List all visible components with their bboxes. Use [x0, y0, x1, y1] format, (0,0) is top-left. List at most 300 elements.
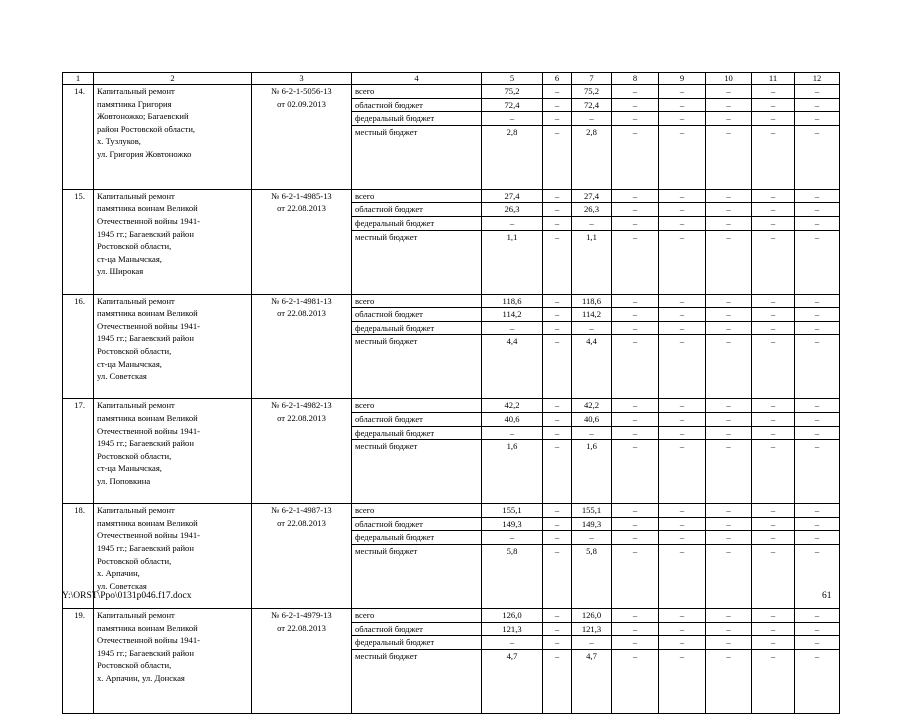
table-row — [63, 189, 840, 203]
table-row — [63, 504, 840, 518]
value-cell: – — [752, 440, 795, 504]
value-cell: 42,2 — [572, 399, 612, 413]
document-ref-line: № 6-2-1-4982-13 — [271, 400, 332, 411]
value-cell: – — [543, 189, 572, 203]
object-name-line: ст-ца Манычская, — [97, 253, 162, 264]
value-cell: – — [706, 608, 752, 622]
object-name-line: Отечественной войны 1941- — [97, 425, 201, 436]
object-name-line: Капитальный ремонт — [97, 190, 175, 201]
value-cell: 26,3 — [572, 203, 612, 217]
value-cell: 126,0 — [572, 608, 612, 622]
value-cell: – — [752, 203, 795, 217]
object-name-line: Ростовской области, — [97, 555, 172, 566]
document-ref-line: № 6-2-1-4987-13 — [271, 505, 332, 516]
document-ref-line: от 22.08.2013 — [277, 412, 326, 423]
value-cell: 72,4 — [482, 98, 543, 112]
value-cell: – — [752, 426, 795, 440]
page-number: 61 — [822, 591, 832, 601]
value-cell: – — [752, 622, 795, 636]
value-cell: – — [612, 230, 659, 294]
value-cell: – — [543, 517, 572, 531]
value-cell: – — [612, 622, 659, 636]
value-cell: 155,1 — [482, 504, 543, 518]
value-cell: – — [795, 517, 840, 531]
value-cell: – — [659, 125, 706, 189]
row-number: 19. — [63, 608, 94, 713]
object-name-line: 1945 гг.; Багаевский район — [97, 647, 194, 658]
value-cell: – — [543, 412, 572, 426]
object-name — [94, 294, 252, 399]
value-cell: – — [659, 335, 706, 399]
value-cell: – — [612, 426, 659, 440]
header-cell: 4 — [352, 73, 482, 85]
table-body — [63, 73, 840, 714]
table-row — [63, 399, 840, 413]
value-cell: – — [706, 544, 752, 608]
data-table — [62, 72, 840, 714]
value-cell: – — [752, 216, 795, 230]
value-cell: – — [795, 112, 840, 126]
value-cell: 1,1 — [572, 230, 612, 294]
value-cell: – — [795, 230, 840, 294]
value-cell: 149,3 — [482, 517, 543, 531]
funding-source: областной бюджет — [352, 412, 482, 426]
object-name-line: х. Арпачин, ул. Донская — [97, 672, 185, 683]
document-ref-line: № 6-2-1-4985-13 — [271, 190, 332, 201]
object-name-line: Ростовской области, — [97, 450, 172, 461]
value-cell: – — [659, 85, 706, 99]
value-cell: – — [795, 636, 840, 650]
object-name-line: Капитальный ремонт — [97, 609, 175, 620]
document-ref-line: № 6-2-1-5056-13 — [271, 86, 332, 96]
header-cell: 1 — [63, 73, 94, 85]
value-cell: – — [752, 321, 795, 335]
value-cell: – — [706, 517, 752, 531]
value-cell: – — [659, 622, 706, 636]
object-name-line: 1945 гг.; Багаевский район — [97, 333, 194, 344]
value-cell: – — [543, 649, 572, 713]
document-ref — [252, 189, 352, 294]
value-cell: 2,8 — [572, 125, 612, 189]
value-cell: – — [752, 608, 795, 622]
value-cell: – — [795, 622, 840, 636]
value-cell: – — [795, 85, 840, 99]
value-cell: – — [706, 125, 752, 189]
funding-source: местный бюджет — [352, 125, 482, 189]
value-cell: – — [706, 230, 752, 294]
value-cell: – — [612, 216, 659, 230]
header-row — [63, 73, 840, 85]
value-cell: – — [752, 504, 795, 518]
value-cell: – — [706, 308, 752, 322]
value-cell: 1,6 — [572, 440, 612, 504]
value-cell: 126,0 — [482, 608, 543, 622]
funding-source: федеральный бюджет — [352, 426, 482, 440]
value-cell: – — [752, 412, 795, 426]
table-row — [63, 85, 840, 99]
value-cell: 27,4 — [572, 189, 612, 203]
object-name-line: ст-ца Манычская, — [97, 358, 162, 369]
value-cell: – — [706, 531, 752, 545]
value-cell: – — [706, 649, 752, 713]
value-cell: 121,3 — [572, 622, 612, 636]
value-cell: – — [543, 112, 572, 126]
value-cell: – — [706, 335, 752, 399]
document-ref — [252, 85, 352, 190]
funding-source: федеральный бюджет — [352, 112, 482, 126]
object-name-line: ул. Советская — [97, 371, 147, 382]
value-cell: – — [543, 203, 572, 217]
funding-source: областной бюджет — [352, 622, 482, 636]
value-cell: – — [752, 230, 795, 294]
value-cell: – — [795, 608, 840, 622]
value-cell: – — [795, 335, 840, 399]
value-cell: 1,6 — [482, 440, 543, 504]
document-ref-line: от 22.08.2013 — [277, 203, 326, 214]
value-cell: 118,6 — [482, 294, 543, 308]
funding-source: местный бюджет — [352, 544, 482, 608]
value-cell: – — [572, 636, 612, 650]
value-cell: – — [612, 125, 659, 189]
value-cell: 114,2 — [572, 308, 612, 322]
object-name-line: ул. Григория Жовтоножко — [97, 148, 192, 159]
header-cell: 10 — [706, 73, 752, 85]
value-cell: – — [612, 308, 659, 322]
value-cell: – — [795, 321, 840, 335]
value-cell: – — [659, 426, 706, 440]
value-cell: – — [572, 426, 612, 440]
value-cell: – — [659, 321, 706, 335]
value-cell: – — [752, 636, 795, 650]
value-cell: – — [706, 294, 752, 308]
value-cell: – — [752, 544, 795, 608]
value-cell: – — [543, 230, 572, 294]
value-cell: – — [482, 636, 543, 650]
value-cell: – — [659, 636, 706, 650]
value-cell: – — [752, 125, 795, 189]
value-cell: – — [543, 308, 572, 322]
value-cell: – — [752, 294, 795, 308]
value-cell: – — [752, 112, 795, 126]
funding-source: всего — [352, 294, 482, 308]
value-cell: 40,6 — [572, 412, 612, 426]
value-cell: – — [612, 544, 659, 608]
value-cell: – — [706, 203, 752, 217]
funding-source: областной бюджет — [352, 203, 482, 217]
document-ref-line: от 02.09.2013 — [277, 98, 326, 109]
value-cell: – — [795, 440, 840, 504]
value-cell: 2,8 — [482, 125, 543, 189]
object-name-line: памятника воинам Великой — [97, 308, 198, 319]
value-cell: – — [706, 216, 752, 230]
value-cell: – — [706, 622, 752, 636]
document-ref-line: № 6-2-1-4979-13 — [271, 609, 332, 620]
value-cell: 121,3 — [482, 622, 543, 636]
document-ref-line: от 22.08.2013 — [277, 308, 326, 319]
value-cell: – — [795, 189, 840, 203]
object-name-line: памятника Григория — [97, 98, 172, 109]
value-cell: – — [612, 294, 659, 308]
value-cell: – — [752, 85, 795, 99]
funding-source: местный бюджет — [352, 335, 482, 399]
object-name-line: 1945 гг.; Багаевский район — [97, 228, 194, 239]
object-name-line: ст-ца Манычская, — [97, 463, 162, 474]
value-cell: 75,2 — [482, 85, 543, 99]
value-cell: 42,2 — [482, 399, 543, 413]
value-cell: – — [659, 294, 706, 308]
value-cell: 1,1 — [482, 230, 543, 294]
value-cell: – — [706, 85, 752, 99]
value-cell: – — [659, 504, 706, 518]
value-cell: – — [612, 189, 659, 203]
value-cell: – — [795, 203, 840, 217]
row-number: 16. — [63, 294, 94, 399]
value-cell: – — [543, 636, 572, 650]
value-cell: – — [706, 426, 752, 440]
value-cell: 4,4 — [572, 335, 612, 399]
object-name-line: ул. Широкая — [97, 266, 144, 277]
funding-source: местный бюджет — [352, 649, 482, 713]
value-cell: 75,2 — [572, 85, 612, 99]
value-cell: – — [482, 531, 543, 545]
object-name-line: Ростовской области, — [97, 345, 172, 356]
value-cell: – — [612, 440, 659, 504]
header-cell: 11 — [752, 73, 795, 85]
funding-source: всего — [352, 504, 482, 518]
value-cell: – — [612, 517, 659, 531]
document-ref — [252, 608, 352, 713]
value-cell: – — [795, 504, 840, 518]
value-cell: – — [543, 98, 572, 112]
funding-source: федеральный бюджет — [352, 531, 482, 545]
value-cell: – — [795, 426, 840, 440]
value-cell: – — [482, 321, 543, 335]
value-cell: 149,3 — [572, 517, 612, 531]
object-name-line: Отечественной войны 1941- — [97, 215, 201, 226]
object-name-line: ул. Советская — [97, 580, 147, 591]
funding-source: всего — [352, 608, 482, 622]
object-name — [94, 189, 252, 294]
value-cell: 26,3 — [482, 203, 543, 217]
value-cell: – — [706, 412, 752, 426]
value-cell: – — [543, 294, 572, 308]
object-name-line: Капитальный ремонт — [97, 86, 175, 96]
object-name — [94, 608, 252, 713]
value-cell: 4,7 — [482, 649, 543, 713]
funding-source: федеральный бюджет — [352, 216, 482, 230]
document-ref-line: от 22.08.2013 — [277, 517, 326, 528]
object-name-line: Отечественной войны 1941- — [97, 530, 201, 541]
value-cell: 4,7 — [572, 649, 612, 713]
table-row — [63, 608, 840, 622]
value-cell: – — [659, 98, 706, 112]
funding-source: федеральный бюджет — [352, 321, 482, 335]
funding-source: областной бюджет — [352, 517, 482, 531]
value-cell: – — [612, 636, 659, 650]
value-cell: – — [659, 412, 706, 426]
object-name-line: Капитальный ремонт — [97, 505, 175, 516]
value-cell: – — [482, 112, 543, 126]
object-name-line: памятника воинам Великой — [97, 517, 198, 528]
header-cell: 7 — [572, 73, 612, 85]
footer-file-path: Y:\ORST\Ppo\0131p046.f17.docx — [62, 591, 192, 601]
value-cell: – — [543, 399, 572, 413]
value-cell: – — [706, 98, 752, 112]
funding-source: всего — [352, 189, 482, 203]
value-cell: – — [543, 531, 572, 545]
value-cell: – — [572, 531, 612, 545]
value-cell: 72,4 — [572, 98, 612, 112]
object-name-line: 1945 гг.; Багаевский район — [97, 438, 194, 449]
value-cell: – — [659, 230, 706, 294]
value-cell: – — [612, 412, 659, 426]
value-cell: – — [612, 321, 659, 335]
value-cell: – — [482, 426, 543, 440]
object-name-line: Ростовской области, — [97, 660, 172, 671]
value-cell: – — [706, 399, 752, 413]
value-cell: – — [612, 203, 659, 217]
value-cell: – — [706, 321, 752, 335]
value-cell: – — [543, 216, 572, 230]
object-name-line: район Ростовской области, — [97, 123, 196, 134]
object-name-line: х. Тузлуков, — [97, 136, 141, 147]
object-name-line: Отечественной войны 1941- — [97, 635, 201, 646]
value-cell: – — [706, 189, 752, 203]
value-cell: – — [752, 649, 795, 713]
document-ref — [252, 399, 352, 504]
value-cell: – — [572, 112, 612, 126]
value-cell: – — [543, 335, 572, 399]
value-cell: – — [543, 608, 572, 622]
row-number: 14. — [63, 85, 94, 190]
value-cell: – — [795, 399, 840, 413]
funding-source: местный бюджет — [352, 440, 482, 504]
value-cell: 27,4 — [482, 189, 543, 203]
value-cell: – — [543, 544, 572, 608]
value-cell: – — [659, 308, 706, 322]
value-cell: – — [659, 517, 706, 531]
value-cell: – — [612, 98, 659, 112]
object-name-line: Отечественной войны 1941- — [97, 320, 201, 331]
object-name-line: памятника воинам Великой — [97, 412, 198, 423]
funding-source: всего — [352, 85, 482, 99]
value-cell: – — [659, 649, 706, 713]
value-cell: – — [659, 189, 706, 203]
funding-source: местный бюджет — [352, 230, 482, 294]
funding-source: областной бюджет — [352, 308, 482, 322]
header-cell: 5 — [482, 73, 543, 85]
value-cell: – — [572, 321, 612, 335]
value-cell: – — [706, 504, 752, 518]
value-cell: – — [752, 399, 795, 413]
header-cell: 2 — [94, 73, 252, 85]
value-cell: – — [543, 622, 572, 636]
value-cell: – — [612, 504, 659, 518]
value-cell: – — [659, 531, 706, 545]
value-cell: – — [752, 98, 795, 112]
value-cell: – — [795, 216, 840, 230]
value-cell: – — [659, 203, 706, 217]
header-cell: 3 — [252, 73, 352, 85]
object-name-line: памятника воинам Великой — [97, 622, 198, 633]
object-name-line: 1945 гг.; Багаевский район — [97, 542, 194, 553]
value-cell: – — [752, 531, 795, 545]
row-number: 17. — [63, 399, 94, 504]
value-cell: – — [612, 399, 659, 413]
value-cell: – — [795, 544, 840, 608]
value-cell: 155,1 — [572, 504, 612, 518]
value-cell: – — [752, 308, 795, 322]
value-cell: – — [659, 544, 706, 608]
row-number: 15. — [63, 189, 94, 294]
value-cell: 5,8 — [572, 544, 612, 608]
value-cell: – — [659, 399, 706, 413]
object-name-line: Капитальный ремонт — [97, 400, 175, 411]
value-cell: – — [795, 308, 840, 322]
value-cell: – — [752, 189, 795, 203]
funding-source: федеральный бюджет — [352, 636, 482, 650]
header-cell: 9 — [659, 73, 706, 85]
document-ref-line: № 6-2-1-4981-13 — [271, 295, 332, 306]
value-cell: – — [795, 125, 840, 189]
object-name-line: Жовтоножко; Багаевский — [97, 111, 189, 122]
object-name-line: Ростовской области, — [97, 241, 172, 252]
row-number: 18. — [63, 504, 94, 609]
document-ref — [252, 504, 352, 609]
object-name-line: памятника воинам Великой — [97, 203, 198, 214]
value-cell: – — [659, 440, 706, 504]
value-cell: 40,6 — [482, 412, 543, 426]
header-cell: 6 — [543, 73, 572, 85]
value-cell: 4,4 — [482, 335, 543, 399]
value-cell: – — [659, 216, 706, 230]
value-cell: – — [543, 125, 572, 189]
value-cell: – — [752, 517, 795, 531]
funding-source: всего — [352, 399, 482, 413]
document-ref-line: от 22.08.2013 — [277, 622, 326, 633]
value-cell: – — [795, 649, 840, 713]
funding-source: областной бюджет — [352, 98, 482, 112]
object-name — [94, 85, 252, 190]
value-cell: – — [612, 112, 659, 126]
value-cell: – — [659, 608, 706, 622]
document-ref — [252, 294, 352, 399]
object-name — [94, 399, 252, 504]
value-cell: – — [795, 98, 840, 112]
value-cell: – — [543, 426, 572, 440]
value-cell: – — [706, 112, 752, 126]
value-cell: 118,6 — [572, 294, 612, 308]
value-cell: – — [752, 335, 795, 399]
header-cell: 12 — [795, 73, 840, 85]
value-cell: 114,2 — [482, 308, 543, 322]
value-cell: – — [612, 649, 659, 713]
value-cell: – — [612, 85, 659, 99]
value-cell: – — [572, 216, 612, 230]
value-cell: – — [543, 85, 572, 99]
header-cell: 8 — [612, 73, 659, 85]
value-cell: – — [659, 112, 706, 126]
value-cell: – — [543, 321, 572, 335]
value-cell: – — [612, 531, 659, 545]
value-cell: – — [543, 504, 572, 518]
value-cell: – — [612, 608, 659, 622]
value-cell: 5,8 — [482, 544, 543, 608]
value-cell: – — [543, 440, 572, 504]
table-row — [63, 294, 840, 308]
value-cell: – — [612, 335, 659, 399]
value-cell: – — [482, 216, 543, 230]
